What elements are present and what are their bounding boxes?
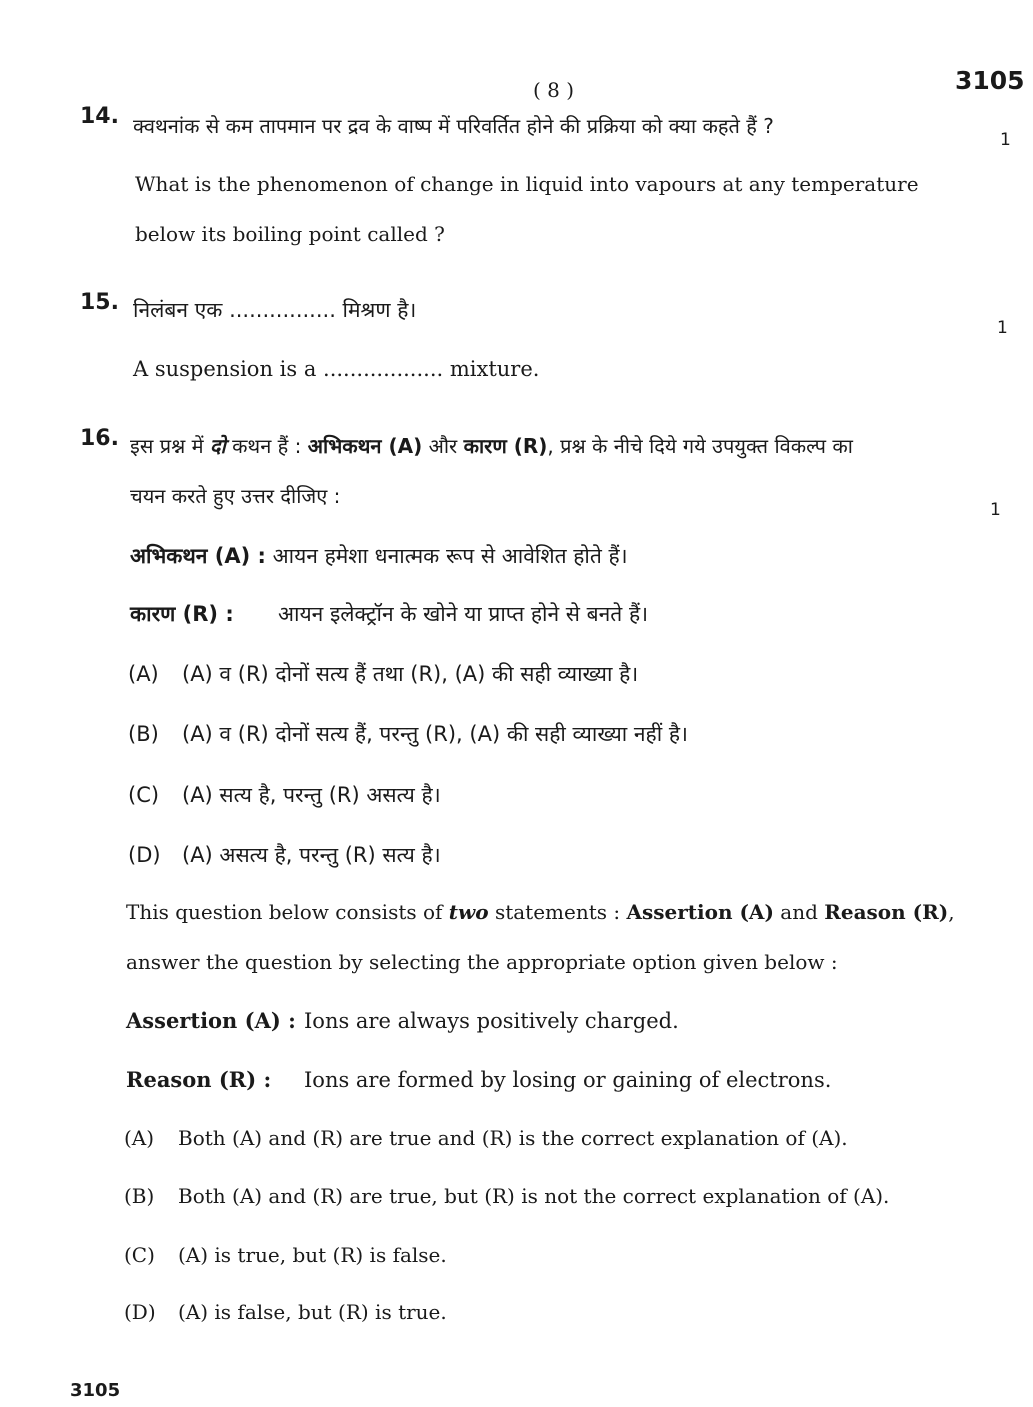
hindi-intro-line1 <box>130 432 853 459</box>
hindi-reason-text: आयन इलेक्ट्रॉन के खोने या प्राप्त होने से बनते हैं। <box>278 602 649 626</box>
option-text: (A) सत्य है, परन्तु (R) असत्य है। <box>182 783 441 807</box>
question-english-line2: below its boiling point called ? <box>135 222 445 246</box>
hindi-intro-part4: , प्रश्न के नीचे दिये गये उपयुक्त विकल्प का <box>547 434 853 458</box>
question-english-line1: What is the phenomenon of change in liquid into vapours at any temperature <box>135 172 919 196</box>
hindi-assertion-text: आयन हमेशा धनात्मक रूप से आवेशित होते हैं। <box>272 544 628 568</box>
question-hindi-text: निलंबन एक ................ मिश्रण है। <box>133 298 417 322</box>
en-assertion-label: Assertion (A) : <box>126 1008 296 1033</box>
option-text: (A) व (R) दोनों सत्य हैं तथा (R), (A) की सही व्याख्या है। <box>182 662 639 686</box>
english-assertion <box>126 1008 679 1033</box>
hindi-intro-part1: इस प्रश्न में <box>130 434 210 458</box>
en-intro-two: two <box>448 900 489 924</box>
hindi-intro-assertion: अभिकथन (A) <box>307 434 423 458</box>
en-intro-part3: and <box>773 900 825 924</box>
option-text: (A) व (R) दोनों सत्य हैं, परन्तु (R), (A) की सही व्याख्या नहीं है। <box>182 722 688 746</box>
option-label: (D) <box>128 843 161 867</box>
paper-code-bottom: 3105 <box>70 1380 121 1401</box>
hindi-option-d[interactable] <box>128 841 441 869</box>
question-number: 16. <box>80 426 119 451</box>
english-option-d[interactable] <box>124 1300 447 1324</box>
hindi-intro-part2: कथन हैं : <box>225 434 308 458</box>
hindi-intro-part3: और <box>422 434 464 458</box>
english-intro-line2: answer the question by selecting the appropriate option given below : <box>126 950 838 974</box>
en-reason-text: Ions are formed by losing or gaining of electrons. <box>304 1068 832 1092</box>
hindi-intro-reason: कारण (R) <box>463 434 548 458</box>
en-intro-reason: Reason (R) <box>824 900 949 924</box>
hindi-option-a[interactable] <box>128 660 638 688</box>
option-text: (A) is false, but (R) is true. <box>178 1300 447 1324</box>
marks: 1 <box>990 500 1001 520</box>
page-number: ( 8 ) <box>533 78 575 102</box>
option-text: Both (A) and (R) are true, but (R) is not the correct explanation of (A). <box>178 1184 890 1208</box>
paper-code-top: 3105 <box>955 66 1025 95</box>
en-assertion-text: Ions are always positively charged. <box>304 1009 679 1033</box>
hindi-option-c[interactable] <box>128 781 441 809</box>
question-hindi-text: क्वथनांक से कम तापमान पर द्रव के वाष्प में परिवर्तित होने की प्रक्रिया को क्या कहते हैं ? <box>133 114 774 138</box>
hindi-intro-two: दो <box>209 434 226 458</box>
question-english-text: A suspension is a .................. mixture. <box>133 357 540 381</box>
marks: 1 <box>1000 130 1011 150</box>
option-label: (C) <box>124 1243 155 1267</box>
hindi-assertion-label: अभिकथन (A) : <box>130 544 266 568</box>
option-label: (B) <box>128 722 159 746</box>
hindi-option-b[interactable] <box>128 720 688 748</box>
option-label: (C) <box>128 783 160 807</box>
hindi-reason <box>130 600 648 628</box>
option-label: (A) <box>128 662 159 686</box>
option-label: (B) <box>124 1184 155 1208</box>
en-intro-part4: , <box>948 900 955 924</box>
en-intro-part1: This question below consists of <box>126 900 449 924</box>
english-option-b[interactable] <box>124 1184 889 1208</box>
marks: 1 <box>997 318 1008 338</box>
option-text: (A) असत्य है, परन्तु (R) सत्य है। <box>182 843 441 867</box>
hindi-assertion <box>130 542 628 570</box>
hindi-reason-label: कारण (R) : <box>130 602 234 626</box>
question-number: 14. <box>80 104 119 129</box>
option-text: (A) is true, but (R) is false. <box>178 1243 447 1267</box>
hindi-intro-line2: चयन करते हुए उत्तर दीजिए : <box>130 484 341 508</box>
english-option-c[interactable] <box>124 1243 447 1267</box>
option-text: Both (A) and (R) are true and (R) is the correct explanation of (A). <box>178 1126 848 1150</box>
question-number: 15. <box>80 290 119 315</box>
english-reason <box>126 1067 831 1092</box>
option-label: (D) <box>124 1300 156 1324</box>
en-intro-assertion: Assertion (A) <box>626 900 774 924</box>
en-intro-part2: statements : <box>488 900 627 924</box>
english-intro-line1 <box>126 900 955 924</box>
en-reason-label: Reason (R) : <box>126 1067 272 1092</box>
option-label: (A) <box>124 1126 155 1150</box>
english-option-a[interactable] <box>124 1126 848 1150</box>
